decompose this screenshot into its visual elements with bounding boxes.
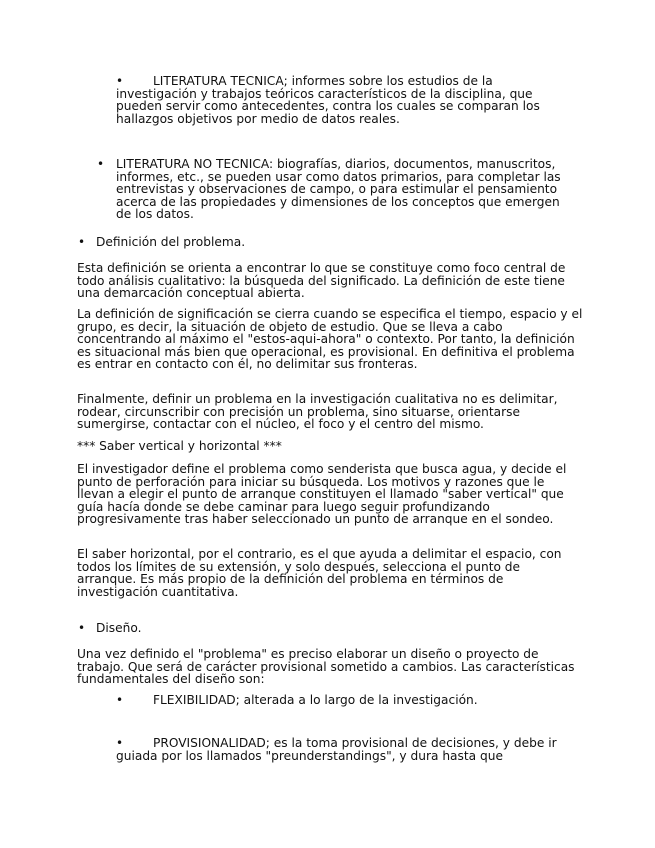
bullet-icon: •: [78, 235, 86, 249]
bullet-icon: •: [116, 74, 124, 88]
list-item-flexibilidad: FLEXIBILIDAD; alterada a lo largo de la investigación.: [153, 693, 478, 707]
paragraph: Esta definición se orienta a encontrar lo que se constituye como foco central de todo análisis cualitativo: la búsqueda del significado. La definición de este tiene una demarcación conceptual abierta.: [77, 261, 566, 301]
bullet-icon: •: [116, 693, 124, 707]
bullet-icon: •: [97, 157, 105, 171]
list-item-literatura-tecnica: LITERATURA TECNICA; informes sobre los estudios de la investigación y trabajos teóricos característicos de la disciplina, que pueden servir como antecedentes, contra los cuales se comparan los hallazgos objetivos por medio de datos reales.: [116, 74, 540, 126]
section-heading-problem: Definición del problema.: [96, 235, 246, 249]
list-item-literatura-no-tecnica: LITERATURA NO TECNICA: biografías, diarios, documentos, manuscritos, informes, etc., se pueden usar como datos primarios, para completar las entrevistas y observaciones de campo, o para estimular el pensamiento acerca de las propiedades y dimensiones de los conceptos que emergen de los datos.: [116, 157, 561, 222]
section-heading-design: Diseño.: [96, 621, 142, 635]
section-heading-saber: *** Saber vertical y horizontal ***: [77, 439, 282, 453]
bullet-icon: •: [78, 621, 86, 635]
list-item-provisionalidad: PROVISIONALIDAD; es la toma provisional de decisiones, y debe ir guiada por los llamados "preunderstandings", y dura hasta que: [116, 736, 557, 763]
paragraph: La definición de significación se cierra cuando se especifica el tiempo, espacio y el grupo, es decir, la situación de objeto de estudio. Que se lleva a cabo concentrando al máximo el "estos-aqui-ahora" o contexto. Por tanto, la definición es situacional más bien que operacional, es provisional. En definitiva el problema es entrar en contacto con él, no delimitar sus fronteras.: [77, 307, 583, 372]
paragraph: El investigador define el problema como senderista que busca agua, y decide el punto de perforación para iniciar su búsqueda. Los motivos y razones que le llevan a elegir el punto de arranque constituyen el llamado "saber vertical" que guía hacía donde se debe caminar para luego seguir profundizando progresivamente tras haber seleccionado un punto de arranque en el sondeo.: [77, 462, 567, 527]
paragraph: Una vez definido el "problema" es preciso elaborar un diseño o proyecto de trabajo. Que será de carácter provisional sometido a cambios. Las características fundamentales del diseño son:: [77, 647, 575, 687]
paragraph: El saber horizontal, por el contrario, es el que ayuda a delimitar el espacio, con todos los límites de su extensión, y solo después, selecciona el punto de arranque. Es más propio de la definición del problema en términos de investigación cuantitativa.: [77, 547, 562, 599]
paragraph: Finalmente, definir un problema en la investigación cualitativa no es delimitar, rodear, circunscribir con precisión un problema, sino situarse, orientarse sumergirse, contactar con el núcleo, el foco y el centro del mismo.: [77, 392, 558, 432]
bullet-icon: •: [116, 736, 124, 750]
